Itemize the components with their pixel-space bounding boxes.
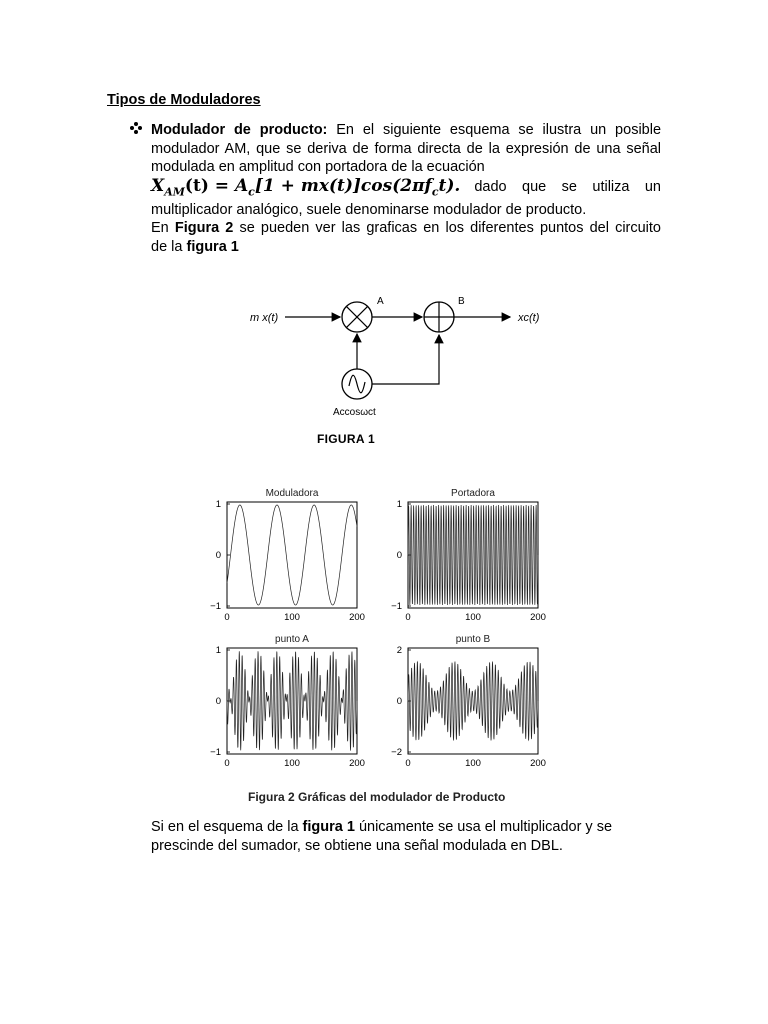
equation-line [151,177,661,201]
paragraph-line-6: En Figura 2 se pueden ver las graficas en los diferentes puntos del circuito [151,220,661,237]
paragraph-line-1: Modulador de producto: En el siguiente esquema se ilustra un posible [151,122,662,138]
plot-title: punto A [275,634,309,645]
x-tick-label: 0 [405,758,411,769]
figure-2-caption: Figura 2 Gráficas del modulador de Producto [248,790,506,804]
x-tick-label: 200 [530,758,546,769]
equation-trailing-text: dado que se utiliza un [474,178,661,195]
x-tick-label: 0 [224,758,230,769]
x-tick-label: 0 [224,612,230,623]
plot-panel [391,488,546,623]
x-tick-label: 200 [530,612,546,623]
figure-1-caption: FIGURA 1 [317,432,375,446]
plot-title: punto B [455,634,491,645]
plot-title: Moduladora [265,488,319,499]
plot-panel [391,634,546,769]
x-tick-label: 100 [284,758,300,769]
y-tick-label: 2 [396,645,402,656]
figure-1-reference: figura 1 [302,819,355,835]
y-tick-label: −1 [210,747,221,758]
plot-panel [210,634,365,769]
input-label: m x(t) [250,312,279,324]
oscillator-icon [342,369,372,399]
y-tick-label: 0 [215,696,221,707]
multiplier-icon [342,302,372,332]
output-label: xc(t) [518,312,540,324]
carrier-to-adder-arrow [372,335,439,384]
diamond-bullet-icon [129,121,143,135]
x-tick-label: 100 [465,758,481,769]
y-tick-label: 0 [396,550,402,561]
y-tick-label: 1 [396,499,402,510]
y-tick-label: 0 [396,696,402,707]
paragraph-line-2: modulador AM, que se deriva de forma directa de la expresión de una señal [151,140,661,157]
paragraph-line-7: de la figura 1 [151,238,239,255]
node-a-label: A [377,296,384,307]
oscillator-label: Accosωct [333,407,376,418]
am-equation: $X_{AM}(t) = A_c[1 + mx(t)]\cos(2\pi f_ct)$. [151,175,461,199]
x-tick-label: 0 [405,612,411,623]
y-tick-label: −2 [391,747,402,758]
x-tick-label: 100 [465,612,481,623]
closing-paragraph: Si en el esquema de la figura 1 únicamente se usa el multiplicador y se prescinde del sumador, se obtiene una señal modulada en DBL. [151,819,613,854]
x-tick-label: 100 [284,612,300,623]
y-tick-label: 0 [215,550,221,561]
paragraph-line-3: modulada en amplitud con portadora de la ecuación [151,159,485,176]
node-b-label: B [458,296,465,307]
adder-icon [424,302,454,332]
paragraph-line-5: multiplicador analógico, suele denominarse modulador de producto. [151,201,587,218]
plot-panel [210,488,365,623]
y-tick-label: 1 [215,499,221,510]
x-tick-label: 200 [349,612,365,623]
section-heading: Tipos de Moduladores [107,92,261,108]
y-tick-label: 1 [215,645,221,656]
waveform-plots-figure-2 [195,480,555,780]
y-tick-label: −1 [210,601,221,612]
x-tick-label: 200 [349,758,365,769]
y-tick-label: −1 [391,601,402,612]
section-paragraph [151,121,661,257]
plot-title: Portadora [451,488,495,499]
section-title: Modulador de producto: [151,122,328,138]
block-diagram-figure-1 [240,288,560,418]
